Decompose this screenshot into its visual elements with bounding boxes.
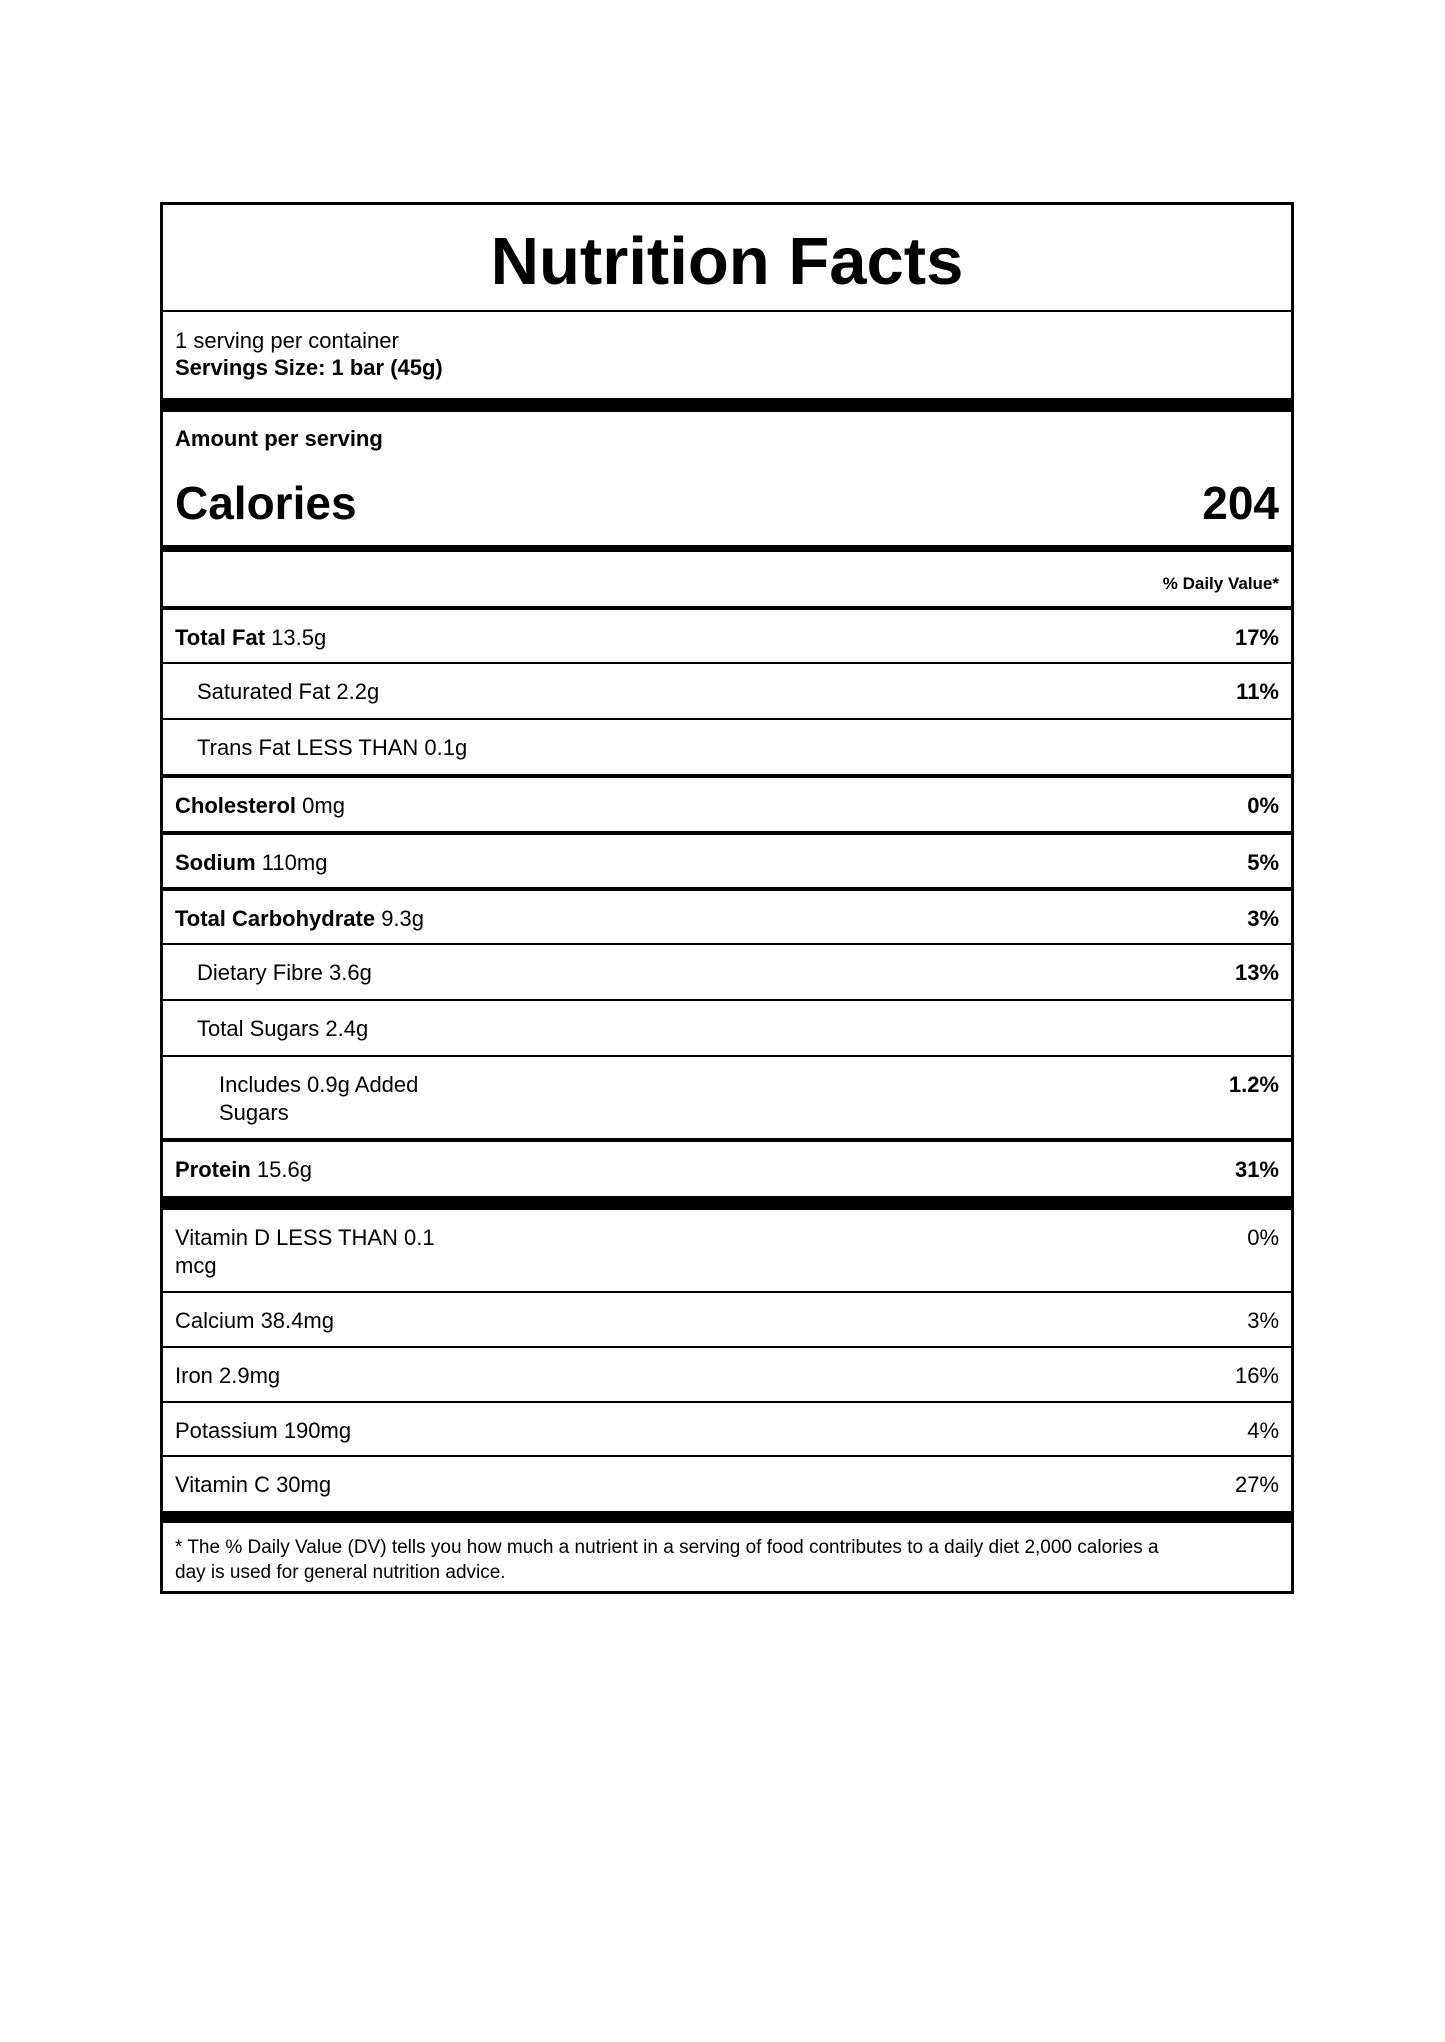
nutrient-dv: 11% [1236,679,1279,704]
nutrient-dv: 3% [1247,906,1279,931]
vitamin-row-potassium [163,1403,1291,1457]
vitamin-dv: 16% [1234,1363,1279,1388]
nutrient-row-saturated-fat [163,664,1291,720]
vitamin-row-vitamin-d [163,1210,1291,1293]
calories-label: Calories [175,477,357,529]
nutrient-name: Trans Fat LESS THAN 0.1g [197,735,468,760]
nutrient-dv: 5% [1247,850,1279,875]
title-section [163,205,1291,312]
vitamin-name: Iron 2.9mg [175,1363,281,1388]
vitamin-name: Potassium 190mg [175,1418,352,1443]
amount-per-serving: Amount per serving [175,426,383,451]
vitamin-row-calcium [163,1293,1291,1348]
servings-per-container: 1 serving per container [175,328,399,353]
nutrient-name: Cholesterol 0mg [175,793,345,818]
vitamin-row-vitamin-c [163,1457,1291,1523]
daily-value-header-row [163,552,1291,610]
nutrition-facts-label [160,202,1294,1594]
nutrient-name: Total Sugars 2.4g [197,1016,369,1041]
footnote-section [163,1523,1291,1596]
nutrient-row-total-carbohydrate [163,891,1291,945]
nutrient-dv: 13% [1234,960,1279,985]
serving-size: Servings Size: 1 bar (45g) [175,355,443,380]
nutrient-name: Dietary Fibre 3.6g [197,960,372,985]
nutrient-name: Sodium 110mg [175,850,328,875]
nutrient-row-cholesterol [163,778,1291,835]
vitamin-dv: 3% [1247,1308,1279,1333]
nutrient-dv: 0% [1247,793,1279,818]
vitamin-dv: 4% [1247,1418,1279,1443]
nutrient-row-total-fat [163,610,1291,664]
calories-section [163,412,1291,552]
nutrient-row-sodium [163,835,1291,891]
nutrient-name: Total Carbohydrate 9.3g [175,906,425,931]
nutrient-name: Total Fat 13.5g [175,625,327,650]
nutrient-dv: 17% [1234,625,1279,650]
vitamin-name: Calcium 38.4mg [175,1308,334,1333]
label-title: Nutrition Facts [490,224,964,299]
nutrient-row-dietary-fibre [163,945,1291,1001]
nutrient-dv: 1.2% [1228,1072,1279,1097]
vitamin-name: Vitamin D LESS THAN 0.1 mcg [175,1225,435,1278]
nutrient-name: Protein 15.6g [175,1157,312,1182]
nutrient-row-added-sugars [163,1057,1291,1142]
footnote: * The % Daily Value (DV) tells you how much a nutrient in a serving of food contributes to a daily diet 2,000 calories a day is used for general nutrition advice. [175,1537,1159,1583]
nutrient-name: Includes 0.9g Added Sugars [219,1072,419,1125]
vitamin-dv: 0% [1247,1225,1279,1250]
serving-section [163,312,1291,412]
vitamin-row-iron [163,1348,1291,1403]
daily-value-header: % Daily Value* [1162,574,1279,593]
nutrient-row-trans-fat [163,720,1291,778]
nutrient-dv: 31% [1234,1157,1279,1182]
nutrient-name: Saturated Fat 2.2g [197,679,380,704]
calories-value: 204 [1202,477,1279,529]
nutrient-row-total-sugars [163,1001,1291,1057]
vitamin-name: Vitamin C 30mg [175,1472,332,1497]
nutrient-row-protein [163,1142,1291,1210]
vitamin-dv: 27% [1234,1472,1279,1497]
